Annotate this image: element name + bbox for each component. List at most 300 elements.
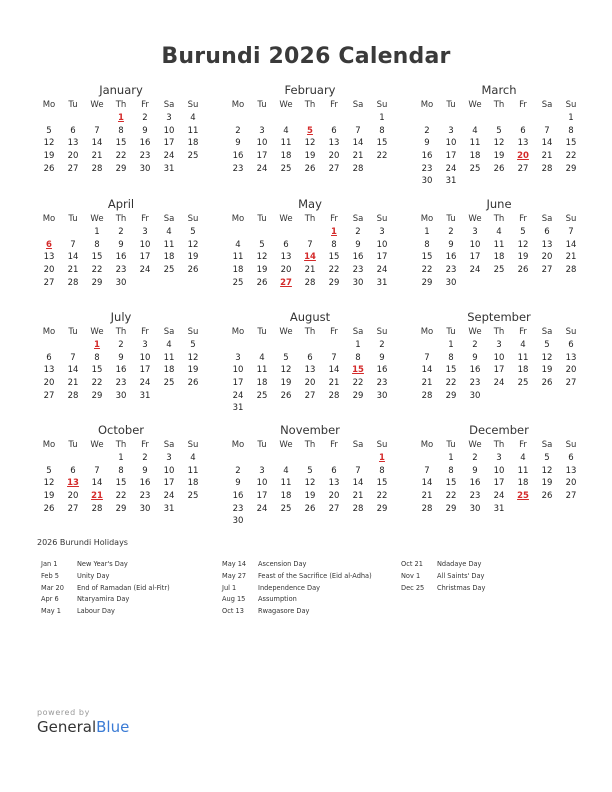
- day-cell: 17: [163, 478, 175, 489]
- weekday-header: Sa: [541, 327, 553, 337]
- day-cell: 21: [67, 265, 79, 276]
- day-cell: 10: [445, 138, 457, 149]
- day-cell: 10: [493, 352, 505, 363]
- weekday-header: Sa: [352, 440, 364, 450]
- day-cell: 28: [541, 163, 553, 174]
- day-cell: 17: [256, 491, 268, 502]
- day-cell: 5: [283, 352, 289, 363]
- day-cell: 3: [166, 113, 172, 123]
- day-cell: 30: [445, 277, 457, 288]
- month-name: July: [110, 310, 132, 324]
- day-cell: 12: [493, 138, 505, 149]
- day-cell: 22: [445, 378, 457, 389]
- weekday-header: Su: [187, 100, 199, 110]
- weekday-header: Tu: [257, 327, 267, 337]
- empty-cell: [226, 112, 250, 125]
- day-cell: 5: [520, 227, 526, 237]
- day-cell: 6: [544, 227, 550, 237]
- weekday-header: Th: [493, 214, 505, 224]
- weekday-header: Mo: [420, 100, 434, 110]
- weekday-header: We: [279, 214, 293, 224]
- day-cell: 5: [496, 125, 502, 136]
- day-cell: 7: [355, 465, 361, 476]
- day-cell: 16: [469, 478, 481, 489]
- day-cell: 14: [541, 138, 553, 149]
- day-cell: 8: [448, 352, 454, 363]
- day-cell: 16: [115, 365, 127, 376]
- day-cell: 12: [43, 478, 55, 489]
- day-cell: 2: [424, 125, 430, 136]
- month-name: June: [486, 197, 512, 211]
- day-cell: 26: [256, 277, 268, 288]
- empty-cell: [298, 339, 322, 352]
- day-cell: 25: [280, 503, 292, 514]
- day-cell: 26: [493, 163, 505, 174]
- weekday-header: Fr: [330, 440, 338, 450]
- day-cell: 7: [307, 239, 313, 250]
- day-cell: 4: [520, 453, 526, 463]
- holiday-day: 5: [307, 125, 313, 136]
- weekday-header: Th: [304, 440, 316, 450]
- day-cell: 7: [424, 465, 430, 476]
- empty-cell: [415, 339, 439, 352]
- month-july: [37, 309, 205, 402]
- day-cell: 9: [118, 352, 124, 363]
- holiday-day: 1: [379, 453, 385, 463]
- day-cell: 7: [70, 239, 76, 250]
- holiday-column: [222, 559, 372, 618]
- day-cell: 24: [493, 491, 505, 502]
- holiday-date: May 27: [222, 571, 247, 580]
- weekday-header: We: [90, 100, 104, 110]
- day-cell: 13: [67, 138, 79, 149]
- empty-cell: [61, 452, 85, 465]
- weekday-header: Tu: [446, 100, 456, 110]
- holiday-day: 20: [517, 151, 529, 162]
- day-cell: 7: [544, 125, 550, 136]
- holiday-date: Feb 5: [41, 571, 59, 580]
- day-cell: 26: [304, 163, 316, 174]
- month-may: [226, 196, 394, 289]
- day-cell: 14: [91, 138, 103, 149]
- day-cell: 25: [256, 390, 268, 401]
- day-cell: 13: [280, 252, 292, 263]
- weekday-header: Tu: [68, 100, 78, 110]
- day-cell: 7: [70, 352, 76, 363]
- day-cell: 24: [376, 265, 388, 276]
- day-cell: 13: [328, 138, 340, 149]
- day-cell: 22: [376, 151, 388, 162]
- holiday-day: 13: [67, 478, 79, 489]
- day-cell: 4: [166, 227, 172, 237]
- day-cell: 9: [472, 352, 478, 363]
- day-cell: 11: [163, 239, 175, 250]
- holiday-date: May 1: [41, 607, 61, 616]
- day-cell: 9: [235, 138, 241, 149]
- holiday-date: Apr 6: [41, 595, 59, 604]
- day-cell: 8: [94, 239, 100, 250]
- empty-cell: [61, 112, 85, 125]
- weekday-header: Fr: [141, 327, 149, 337]
- day-cell: 4: [496, 227, 502, 237]
- weekday-header: Su: [565, 100, 577, 110]
- weekday-header: Mo: [42, 100, 56, 110]
- day-cell: 21: [421, 378, 433, 389]
- day-cell: 7: [94, 125, 100, 136]
- day-cell: 25: [232, 277, 244, 288]
- day-cell: 25: [280, 163, 292, 174]
- holiday-day: 15: [352, 365, 364, 376]
- holiday-date: May 14: [222, 560, 247, 568]
- day-cell: 18: [187, 138, 199, 149]
- day-cell: 13: [517, 138, 529, 149]
- weekday-header: Th: [304, 100, 316, 110]
- weekday-header: Tu: [257, 214, 267, 224]
- day-cell: 10: [139, 239, 151, 250]
- day-cell: 26: [304, 503, 316, 514]
- day-cell: 22: [328, 265, 340, 276]
- day-cell: 10: [163, 125, 175, 136]
- day-cell: 5: [190, 227, 196, 237]
- day-cell: 10: [256, 478, 268, 489]
- weekday-header: We: [468, 440, 482, 450]
- day-cell: 19: [187, 252, 199, 263]
- day-cell: 27: [517, 163, 529, 174]
- day-cell: 26: [280, 390, 292, 401]
- weekday-header: Sa: [163, 440, 175, 450]
- day-cell: 2: [448, 227, 454, 237]
- day-cell: 3: [496, 453, 502, 463]
- day-cell: 16: [139, 478, 151, 489]
- day-cell: 13: [328, 478, 340, 489]
- day-cell: 17: [139, 252, 151, 263]
- day-cell: 2: [379, 340, 385, 350]
- day-cell: 28: [91, 503, 103, 514]
- day-cell: 21: [352, 491, 364, 502]
- holiday-row: [41, 559, 170, 571]
- day-cell: 6: [70, 125, 76, 136]
- day-cell: 24: [256, 163, 268, 174]
- day-cell: 23: [139, 151, 151, 162]
- weekday-header: Mo: [231, 100, 245, 110]
- holiday-name: Feast of the Sacrifice (Eid al-Adha): [258, 571, 372, 580]
- day-cell: 23: [469, 491, 481, 502]
- weekday-header: Mo: [231, 214, 245, 224]
- weekday-header: Sa: [541, 100, 553, 110]
- day-cell: 5: [190, 340, 196, 350]
- day-cell: 21: [67, 378, 79, 389]
- day-cell: 21: [565, 252, 577, 263]
- day-cell: 16: [232, 151, 244, 162]
- weekday-header: Su: [565, 214, 577, 224]
- empty-cell: [439, 112, 463, 125]
- day-cell: 25: [187, 151, 199, 162]
- day-cell: 19: [304, 491, 316, 502]
- holiday-column: [401, 559, 485, 594]
- day-cell: 6: [331, 125, 337, 136]
- day-cell: 22: [352, 378, 364, 389]
- day-cell: 25: [163, 378, 175, 389]
- holiday-day: 6: [46, 239, 52, 250]
- day-cell: 8: [355, 352, 361, 363]
- day-cell: 17: [469, 252, 481, 263]
- month-name: December: [469, 423, 529, 437]
- day-cell: 8: [448, 465, 454, 476]
- day-cell: 12: [187, 352, 199, 363]
- weekday-header: We: [468, 327, 482, 337]
- day-cell: 12: [280, 365, 292, 376]
- day-cell: 30: [139, 163, 151, 174]
- day-cell: 14: [352, 138, 364, 149]
- day-cell: 23: [376, 378, 388, 389]
- day-cell: 8: [94, 352, 100, 363]
- day-cell: 23: [232, 163, 244, 174]
- month-april: [37, 196, 205, 289]
- powered-by-text: powered by: [37, 708, 90, 717]
- generalblue-logo: [37, 718, 129, 736]
- day-cell: 16: [115, 252, 127, 263]
- day-cell: 19: [541, 478, 553, 489]
- day-cell: 7: [355, 125, 361, 136]
- empty-cell: [298, 226, 322, 239]
- day-cell: 1: [118, 453, 124, 463]
- day-cell: 20: [67, 151, 79, 162]
- day-cell: 20: [67, 491, 79, 502]
- weekday-header: Tu: [68, 327, 78, 337]
- day-cell: 15: [445, 365, 457, 376]
- day-cell: 28: [91, 163, 103, 174]
- day-cell: 27: [67, 503, 79, 514]
- day-cell: 20: [43, 265, 55, 276]
- empty-cell: [37, 452, 61, 465]
- month-june: [415, 196, 583, 289]
- day-cell: 15: [91, 365, 103, 376]
- holiday-row: [222, 606, 372, 618]
- month-name: October: [97, 423, 145, 437]
- day-cell: 16: [352, 252, 364, 263]
- day-cell: 24: [493, 378, 505, 389]
- empty-cell: [511, 112, 535, 125]
- day-cell: 31: [163, 163, 175, 174]
- day-cell: 24: [163, 491, 175, 502]
- day-cell: 31: [376, 277, 388, 288]
- day-cell: 21: [541, 151, 553, 162]
- weekday-header: Th: [115, 214, 127, 224]
- day-cell: 23: [352, 265, 364, 276]
- weekday-header: Fr: [519, 327, 527, 337]
- day-cell: 20: [328, 151, 340, 162]
- holiday-row: [41, 583, 170, 595]
- month-september: [415, 309, 583, 402]
- day-cell: 16: [421, 151, 433, 162]
- empty-cell: [250, 226, 274, 239]
- weekday-header: Tu: [68, 440, 78, 450]
- weekday-header: Sa: [352, 214, 364, 224]
- day-cell: 9: [142, 125, 148, 136]
- day-cell: 10: [376, 239, 388, 250]
- day-cell: 6: [568, 453, 574, 463]
- day-cell: 30: [469, 390, 481, 401]
- day-cell: 25: [163, 265, 175, 276]
- day-cell: 16: [469, 365, 481, 376]
- day-cell: 17: [232, 378, 244, 389]
- month-name: January: [99, 83, 143, 97]
- month-name: November: [280, 423, 340, 437]
- day-cell: 18: [163, 365, 175, 376]
- month-name: February: [284, 83, 336, 97]
- day-cell: 10: [469, 239, 481, 250]
- weekday-header: Fr: [141, 100, 149, 110]
- day-cell: 14: [352, 478, 364, 489]
- holiday-row: [41, 606, 170, 618]
- day-cell: 6: [331, 465, 337, 476]
- weekday-header: Fr: [519, 100, 527, 110]
- holiday-name: Christmas Day: [437, 583, 486, 592]
- brand: [37, 708, 129, 736]
- day-cell: 27: [328, 163, 340, 174]
- day-cell: 6: [520, 125, 526, 136]
- day-cell: 27: [43, 277, 55, 288]
- day-cell: 23: [469, 378, 481, 389]
- day-cell: 1: [568, 113, 574, 123]
- weekday-header: We: [279, 327, 293, 337]
- day-cell: 24: [139, 378, 151, 389]
- empty-cell: [274, 226, 298, 239]
- weekday-header: Tu: [446, 214, 456, 224]
- weekday-header: Mo: [420, 214, 434, 224]
- weekday-header: Mo: [42, 440, 56, 450]
- day-cell: 9: [379, 352, 385, 363]
- day-cell: 29: [328, 277, 340, 288]
- day-cell: 18: [232, 265, 244, 276]
- day-cell: 4: [283, 125, 289, 136]
- day-cell: 20: [328, 491, 340, 502]
- day-cell: 28: [421, 503, 433, 514]
- day-cell: 22: [91, 265, 103, 276]
- weekday-header: Fr: [330, 214, 338, 224]
- weekday-header: Sa: [541, 214, 553, 224]
- holiday-name: Unity Day: [77, 571, 110, 580]
- day-cell: 4: [283, 465, 289, 476]
- day-cell: 1: [448, 340, 454, 350]
- empty-cell: [415, 452, 439, 465]
- weekday-header: Tu: [257, 100, 267, 110]
- holiday-name: End of Ramadan (Eid al-Fitr): [77, 583, 170, 592]
- day-cell: 14: [565, 239, 577, 250]
- day-cell: 30: [115, 277, 127, 288]
- day-cell: 11: [256, 365, 268, 376]
- day-cell: 22: [445, 491, 457, 502]
- day-cell: 23: [115, 265, 127, 276]
- day-cell: 30: [232, 516, 244, 527]
- day-cell: 9: [355, 239, 361, 250]
- day-cell: 18: [493, 252, 505, 263]
- holiday-name: Rwagasore Day: [258, 607, 310, 616]
- day-cell: 20: [565, 478, 577, 489]
- day-cell: 4: [259, 352, 265, 363]
- day-cell: 9: [118, 239, 124, 250]
- holiday-date: Oct 13: [222, 607, 244, 616]
- holiday-row: [401, 559, 485, 571]
- weekday-header: Tu: [257, 440, 267, 450]
- day-cell: 11: [517, 465, 529, 476]
- day-cell: 16: [376, 365, 388, 376]
- day-cell: 3: [142, 340, 148, 350]
- weekday-header: Th: [493, 440, 505, 450]
- empty-cell: [37, 226, 61, 239]
- day-cell: 12: [304, 478, 316, 489]
- day-cell: 9: [142, 465, 148, 476]
- weekday-header: Su: [187, 214, 199, 224]
- day-cell: 30: [115, 390, 127, 401]
- holiday-name: Ascension Day: [258, 560, 307, 568]
- day-cell: 28: [352, 503, 364, 514]
- weekday-header: Th: [115, 327, 127, 337]
- weekday-header: We: [279, 440, 293, 450]
- day-cell: 28: [421, 390, 433, 401]
- day-cell: 24: [469, 265, 481, 276]
- day-cell: 10: [493, 465, 505, 476]
- day-cell: 17: [493, 365, 505, 376]
- day-cell: 19: [187, 365, 199, 376]
- empty-cell: [250, 452, 274, 465]
- holiday-column: [41, 559, 170, 618]
- day-cell: 22: [376, 491, 388, 502]
- holiday-name: New Year's Day: [77, 560, 128, 568]
- day-cell: 5: [46, 125, 52, 136]
- day-cell: 23: [115, 378, 127, 389]
- day-cell: 23: [232, 503, 244, 514]
- holiday-row: [222, 559, 372, 571]
- weekday-header: Fr: [141, 214, 149, 224]
- day-cell: 3: [259, 125, 265, 136]
- day-cell: 11: [187, 465, 199, 476]
- day-cell: 6: [568, 340, 574, 350]
- weekday-header: We: [90, 440, 104, 450]
- month-november: [226, 422, 394, 528]
- day-cell: 29: [421, 277, 433, 288]
- empty-cell: [463, 112, 487, 125]
- day-cell: 14: [67, 252, 79, 263]
- day-cell: 15: [376, 138, 388, 149]
- day-cell: 25: [493, 265, 505, 276]
- day-cell: 27: [67, 163, 79, 174]
- weekday-header: Tu: [446, 327, 456, 337]
- day-cell: 11: [232, 252, 244, 263]
- day-cell: 12: [43, 138, 55, 149]
- month-march: [415, 82, 583, 188]
- day-cell: 5: [46, 465, 52, 476]
- day-cell: 1: [355, 340, 361, 350]
- day-cell: 27: [43, 390, 55, 401]
- day-cell: 17: [256, 151, 268, 162]
- day-cell: 22: [565, 151, 577, 162]
- empty-cell: [226, 226, 250, 239]
- day-cell: 20: [565, 365, 577, 376]
- day-cell: 13: [43, 365, 55, 376]
- day-cell: 13: [565, 352, 577, 363]
- day-cell: 28: [565, 265, 577, 276]
- day-cell: 26: [541, 491, 553, 502]
- weekday-header: Mo: [420, 440, 434, 450]
- weekday-header: Fr: [519, 214, 527, 224]
- day-cell: 27: [565, 491, 577, 502]
- day-cell: 14: [67, 365, 79, 376]
- day-cell: 22: [421, 265, 433, 276]
- day-cell: 7: [331, 352, 337, 363]
- weekday-header: We: [90, 214, 104, 224]
- day-cell: 2: [235, 125, 241, 136]
